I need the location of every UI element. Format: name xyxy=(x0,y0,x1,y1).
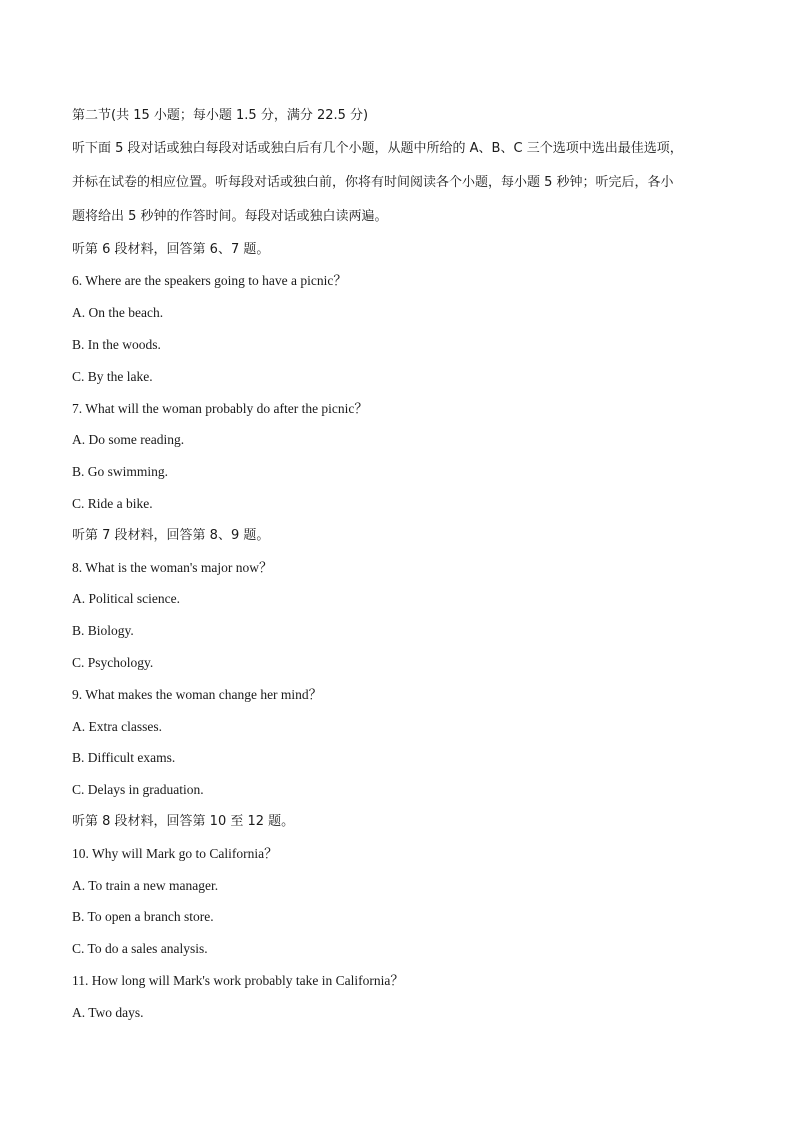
listening-section xyxy=(72,100,732,1029)
answer-option: A. Extra classes. xyxy=(72,718,162,734)
question-stem: 6. Where are the speakers going to have a picnic？ xyxy=(72,273,347,289)
answer-option: B. Go swimming. xyxy=(72,464,169,480)
instruction-line: 题将给出 5 秒钟的作答时间。每段对话或独白读两遍。 xyxy=(72,208,388,224)
answer-option: A. Two days. xyxy=(72,1004,144,1020)
group-prompt: 听第 8 段材料，回答第 10 至 12 题。 xyxy=(72,814,295,830)
section-heading: 第二节(共 15 小题；每小题 1.5 分，满分 22.5 分) xyxy=(72,107,369,123)
question-stem: 8. What is the woman's major now？ xyxy=(72,559,273,575)
answer-option: C. Ride a bike. xyxy=(72,496,153,512)
answer-option: C. Delays in graduation. xyxy=(72,782,204,798)
question-stem: 7. What will the woman probably do after the picnic？ xyxy=(72,400,368,416)
question-stem: 10. Why will Mark go to California？ xyxy=(72,845,278,861)
instruction-line: 并标在试卷的相应位置。听每段对话或独白前，你将有时间阅读各个小题，每小题 5 秒钟；听完后，各小 xyxy=(72,174,674,190)
answer-option: B. Biology. xyxy=(72,623,134,639)
answer-option: A. Do some reading. xyxy=(72,432,185,448)
answer-option: B. To open a branch store. xyxy=(72,909,214,925)
answer-option: C. By the lake. xyxy=(72,368,153,384)
group-prompt: 听第 6 段材料，回答第 6、7 题。 xyxy=(72,241,270,257)
question-stem: 9. What makes the woman change her mind？ xyxy=(72,686,323,702)
section-instructions xyxy=(72,132,732,234)
answer-option: B. Difficult exams. xyxy=(72,750,176,766)
answer-option: A. To train a new manager. xyxy=(72,877,219,893)
instruction-line: 听下面 5 段对话或独白每段对话或独白后有几个小题，从题中所给的 A、B、C 三个选项中选出最佳选项， xyxy=(72,140,683,156)
question-stem: 11. How long will Mark's work probably take in California？ xyxy=(72,973,404,989)
answer-option: A. On the beach. xyxy=(72,305,164,321)
answer-option: B. In the woods. xyxy=(72,337,161,353)
answer-option: A. Political science. xyxy=(72,591,180,607)
group-prompt: 听第 7 段材料，回答第 8、9 题。 xyxy=(72,527,270,543)
answer-option: C. To do a sales analysis. xyxy=(72,941,208,957)
answer-option: C. Psychology. xyxy=(72,655,154,671)
